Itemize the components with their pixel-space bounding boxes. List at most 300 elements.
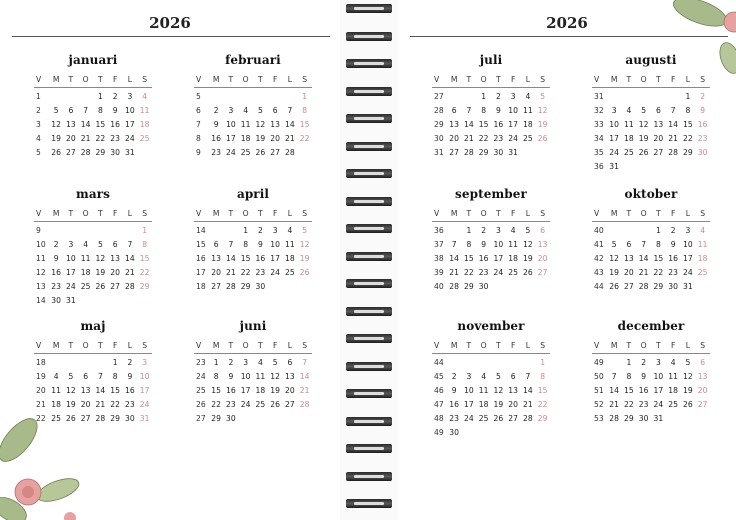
week-number: 49 [594,358,604,367]
day-cell: 7 [127,240,133,249]
weekday-label: M [610,341,618,350]
day-cell: 14 [449,254,459,263]
weekday-label: S [700,209,706,218]
week-number: 49 [434,428,444,437]
day-cell: 26 [638,148,649,157]
day-cell: 12 [609,254,619,263]
day-cell: 29 [211,414,221,423]
week-row [34,266,152,280]
day-cell: 12 [51,120,61,129]
leaf-icon [34,474,82,506]
weekday-label: T [466,209,472,218]
day-cell: 18 [255,386,266,395]
week-number: 36 [594,162,604,171]
day-cell: 17 [226,134,236,143]
day-cell: 8 [213,372,219,381]
week-row [432,132,550,146]
day-cell: 5 [302,226,308,235]
day-cell: 25 [255,400,266,409]
day-cell: 6 [68,106,74,115]
month-name: augusti [625,53,677,67]
day-cell: 16 [110,120,120,129]
weekday-label: F [670,341,676,350]
day-cell: 22 [299,134,310,143]
day-cell: 15 [653,254,664,263]
day-cell: 25 [80,282,91,291]
weekday-label: S [302,75,308,84]
day-cell: 20 [508,400,518,409]
weekday-label: T [626,341,632,350]
day-cell [462,356,477,370]
day-cell [622,160,637,174]
day-cell [78,356,93,370]
day-cell [283,412,298,426]
day-cell: 24 [508,134,518,143]
week-number: 40 [594,226,604,235]
day-cell: 8 [466,240,472,249]
day-cell [535,280,550,294]
day-cell: 3 [127,92,133,101]
weekday-label: T [258,209,263,218]
day-cell: 28 [80,148,91,157]
week-row [432,280,550,294]
weekday-label: F [510,341,516,350]
day-cell: 30 [255,282,266,291]
weekday-label: F [112,209,118,218]
day-cell: 28 [95,414,106,423]
day-cell: 26 [523,268,533,277]
day-cell: 19 [299,254,310,263]
weekday-header [34,207,152,221]
day-cell: 2 [670,226,676,235]
week-number: 29 [434,120,444,129]
weekday-label: T [466,341,472,350]
weekday-label: F [112,75,118,84]
weekday-label: O [640,75,647,84]
day-cell [666,412,681,426]
day-cell: 23 [697,134,708,143]
day-cell: 4 [481,372,487,381]
week-row [194,370,312,384]
day-cell: 31 [66,296,76,305]
day-cell: 10 [653,372,664,381]
month-september [432,186,550,294]
day-cell: 13 [66,120,76,129]
day-cell: 18 [697,254,708,263]
week-row [432,104,550,118]
day-cell: 7 [228,240,234,249]
day-cell: 16 [638,386,649,395]
weekday-label: T [228,209,234,218]
day-cell: 15 [683,120,693,129]
day-cell: 5 [611,240,617,249]
day-cell: 23 [125,400,135,409]
day-cell: 19 [66,400,76,409]
day-cell [695,160,710,174]
day-cell: 15 [95,120,106,129]
day-cell: 29 [95,148,106,157]
week-number: 44 [594,282,604,291]
day-cell: 16 [226,386,236,395]
day-cell: 21 [80,134,91,143]
day-cell: 4 [670,358,676,367]
day-cell: 1 [540,358,546,367]
day-cell [491,356,506,370]
weekday-label: S [540,341,546,350]
day-cell: 23 [211,148,221,157]
day-cell: 5 [272,358,278,367]
day-cell: 1 [466,226,472,235]
day-cell: 13 [270,120,280,129]
day-cell: 22 [110,400,120,409]
day-cell: 15 [299,120,310,129]
day-cell: 8 [685,106,691,115]
day-cell: 13 [285,372,295,381]
day-cell [49,224,64,238]
day-cell: 28 [464,148,474,157]
day-cell [49,356,64,370]
day-cell [506,280,521,294]
day-cell [224,90,239,104]
day-cell: 19 [51,134,61,143]
day-cell: 28 [226,282,236,291]
binding-coil [346,444,392,453]
day-cell: 20 [537,254,548,263]
day-cell: 23 [449,414,459,423]
day-cell [123,294,138,308]
month-name: maj [80,319,106,333]
day-cell: 8 [302,106,308,115]
day-cell: 6 [287,358,293,367]
weekday-label: L [127,75,132,84]
day-cell: 20 [211,268,221,277]
day-cell: 30 [493,148,504,157]
day-cell: 10 [508,106,518,115]
weekday-header [194,73,312,87]
day-cell: 18 [80,268,91,277]
weekday-label: M [212,75,220,84]
day-cell [297,280,312,294]
day-cell: 2 [451,372,457,381]
month-name: april [236,187,270,201]
day-cell: 18 [508,254,518,263]
weekday-label: T [258,341,263,350]
day-cell: 3 [510,92,516,101]
day-cell: 25 [668,400,678,409]
day-cell: 19 [638,134,649,143]
week-row [194,104,312,118]
month-name: mars [76,187,110,201]
year-heading: 2026 [546,14,588,32]
month-mars [34,186,152,308]
day-cell [283,280,298,294]
weekday-header [432,73,550,87]
day-cell: 21 [668,134,678,143]
weekday-label: T [98,341,103,350]
weekday-label: M [52,209,60,218]
day-cell: 16 [449,400,459,409]
day-cell [137,146,152,160]
day-cell: 6 [451,106,457,115]
week-row [592,132,710,146]
week-number: 12 [36,268,46,277]
day-cell: 4 [142,92,148,101]
day-cell [521,146,536,160]
day-cell: 7 [525,372,531,381]
weekday-label: M [52,75,60,84]
day-cell [666,90,681,104]
day-cell: 3 [466,372,472,381]
day-cell: 15 [478,120,489,129]
flower-icon [0,400,90,520]
day-cell: 28 [668,148,678,157]
day-cell [78,294,93,308]
day-cell [521,426,536,440]
header-divider [432,221,550,222]
day-cell: 6 [700,358,706,367]
header-divider [432,353,550,354]
day-cell [681,160,696,174]
day-cell: 5 [68,372,74,381]
day-cell: 8 [97,106,103,115]
day-cell: 25 [624,148,634,157]
day-cell: 25 [285,268,295,277]
week-row [592,384,710,398]
month-name: oktober [624,187,678,201]
day-cell [64,356,79,370]
day-cell: 11 [255,372,266,381]
week-number: 40 [434,282,444,291]
week-row [34,104,152,118]
day-cell [521,280,536,294]
week-row [432,146,550,160]
week-number: 24 [196,372,206,381]
day-cell: 11 [139,106,150,115]
day-cell: 21 [609,400,619,409]
weekday-label: L [525,75,530,84]
week-row [34,224,152,238]
week-row [592,280,710,294]
day-cell: 9 [213,120,219,129]
header-divider [194,87,312,88]
day-cell: 17 [609,134,619,143]
day-cell: 23 [51,282,61,291]
week-row [194,132,312,146]
day-cell: 19 [683,386,693,395]
day-cell: 7 [611,372,617,381]
day-cell: 11 [508,240,518,249]
day-cell: 6 [540,226,546,235]
day-cell: 17 [653,386,664,395]
day-cell: 26 [270,400,280,409]
weekday-label: F [670,75,676,84]
week-number: 4 [36,134,41,143]
weekday-label: O [640,209,647,218]
day-cell: 20 [697,386,708,395]
weekday-label: F [272,341,278,350]
week-row [592,412,710,426]
day-cell: 25 [139,134,150,143]
day-cell: 21 [125,268,135,277]
week-number: 42 [594,254,604,263]
day-cell: 4 [525,92,531,101]
day-cell: 25 [240,148,251,157]
week-number: 37 [434,240,444,249]
day-cell: 14 [609,386,619,395]
day-cell: 16 [697,120,708,129]
week-row [34,252,152,266]
weekday-label: V [434,75,440,84]
week-number: 53 [594,414,604,423]
weekday-label: S [142,75,148,84]
day-cell [607,90,622,104]
weekday-label: V [196,209,202,218]
week-row [432,356,550,370]
day-cell: 31 [609,162,619,171]
day-cell: 3 [272,226,278,235]
day-cell: 10 [609,120,619,129]
day-cell: 26 [537,134,548,143]
week-number: 27 [196,414,206,423]
weekday-label: O [82,75,89,84]
day-cell: 8 [243,240,249,249]
day-cell: 17 [493,254,504,263]
day-cell: 13 [537,240,548,249]
day-cell: 27 [697,400,708,409]
month-name: juni [239,319,267,333]
month-name: november [457,319,525,333]
week-row [592,252,710,266]
week-number: 20 [36,386,46,395]
weekday-header [34,339,152,353]
day-cell: 9 [495,106,501,115]
day-cell: 1 [626,358,632,367]
day-cell: 12 [66,386,76,395]
day-cell: 25 [51,414,61,423]
week-row [592,146,710,160]
day-cell: 9 [700,106,706,115]
day-cell: 24 [125,134,135,143]
week-row [592,104,710,118]
day-cell: 20 [80,400,91,409]
day-cell [268,90,283,104]
day-cell: 25 [697,268,708,277]
week-number: 19 [36,372,46,381]
day-cell: 24 [464,414,474,423]
day-cell: 6 [112,240,118,249]
day-cell: 12 [493,386,504,395]
day-cell: 11 [240,120,251,129]
day-cell: 5 [53,106,59,115]
week-number: 34 [594,134,604,143]
weekday-label: V [434,341,440,350]
header-divider [34,87,152,88]
weekday-label: T [626,209,632,218]
binding-coil [346,362,392,371]
day-cell: 16 [211,134,221,143]
day-cell: 24 [226,148,236,157]
day-cell [238,412,253,426]
weekday-label: T [496,75,501,84]
day-cell: 15 [624,386,634,395]
week-row [592,398,710,412]
weekday-header [592,339,710,353]
week-row [194,252,312,266]
week-number: 36 [434,226,444,235]
day-cell: 13 [110,254,120,263]
day-cell: 9 [53,254,59,263]
day-cell: 9 [641,372,647,381]
day-cell: 23 [226,400,236,409]
day-cell: 28 [609,414,619,423]
weekday-label: V [594,341,600,350]
day-cell: 30 [478,282,489,291]
day-cell [651,160,666,174]
day-cell: 27 [211,282,221,291]
weekday-label: L [685,209,690,218]
day-cell: 24 [683,268,693,277]
day-cell: 26 [51,148,61,157]
day-cell: 27 [624,282,634,291]
weekday-label: V [594,75,600,84]
day-cell: 21 [464,134,474,143]
day-cell: 15 [110,386,120,395]
day-cell: 22 [139,268,150,277]
day-cell: 14 [285,120,295,129]
day-cell [695,280,710,294]
month-januari [34,52,152,160]
week-number: 45 [434,372,444,381]
binding-coil [346,142,392,151]
day-cell: 26 [683,400,693,409]
leaf-icon [0,412,44,467]
day-cell: 5 [257,106,263,115]
day-cell [462,90,477,104]
day-cell: 26 [255,148,266,157]
day-cell: 11 [285,240,295,249]
day-cell: 12 [638,120,649,129]
day-cell: 14 [638,254,649,263]
day-cell: 13 [697,372,708,381]
day-cell: 19 [609,268,619,277]
day-cell: 22 [683,134,693,143]
day-cell [476,426,491,440]
day-cell: 17 [125,120,135,129]
week-number: 52 [594,400,604,409]
day-cell [462,426,477,440]
month-name: september [455,187,527,201]
weekday-label: T [68,209,74,218]
day-cell [253,90,268,104]
day-cell: 19 [270,386,280,395]
binding-coil [346,334,392,343]
week-row [432,252,550,266]
day-cell: 18 [240,134,251,143]
day-cell: 6 [272,106,278,115]
week-number: 5 [36,148,41,157]
week-number: 18 [36,358,46,367]
day-cell [268,280,283,294]
week-number: 23 [196,358,206,367]
weekday-header [194,207,312,221]
week-number: 35 [594,148,604,157]
month-name: februari [225,53,281,67]
day-cell [93,224,108,238]
weekday-label: L [287,209,292,218]
day-cell: 4 [700,226,706,235]
day-cell: 20 [653,134,664,143]
weekday-label: V [36,209,42,218]
